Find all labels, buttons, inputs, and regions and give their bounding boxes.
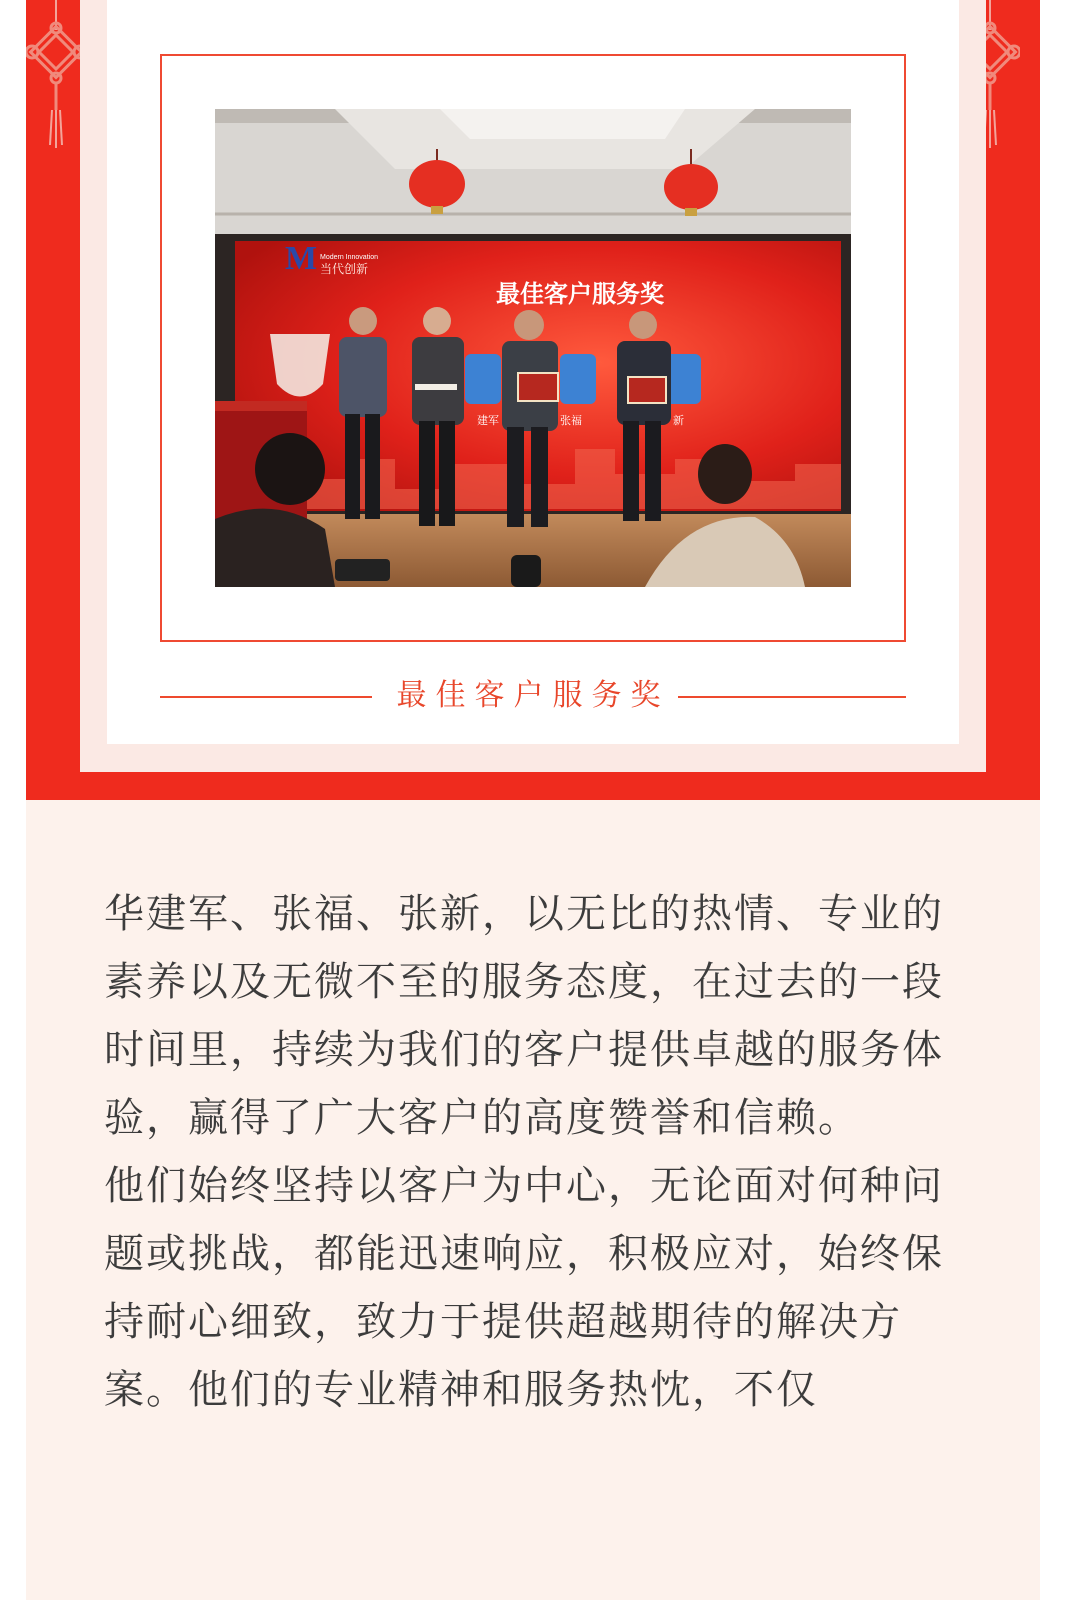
svg-text:新: 新	[673, 414, 684, 427]
svg-text:M: M	[285, 240, 318, 277]
caption-text: 最佳客户服务奖	[396, 678, 670, 713]
article-body	[104, 880, 964, 1424]
award-ceremony-photo	[215, 109, 851, 587]
screen-title: 最佳客户服务奖	[496, 280, 664, 308]
svg-text:张福: 张福	[560, 414, 582, 427]
photo-caption	[160, 676, 906, 716]
svg-text:当代创新: 当代创新	[320, 262, 369, 276]
article-paragraph: 华建军、张福、张新，以无比的热情、专业的素养以及无微不至的服务态度，在过去的一段时间里，持续为我们的客户提供卓越的服务体验，赢得了广大客户的高度赞誉和信赖。	[104, 891, 944, 1141]
article-paragraph: 他们始终坚持以客户为中心，无论面对何种问题或挑战，都能迅速响应，积极应对，始终保持耐心细致，致力于提供超越期待的解决方案。他们的专业精神和服务热忱，不仅	[104, 1163, 944, 1413]
left-chinese-knot-icon	[26, 0, 86, 150]
logo-text: Modern Innovation	[320, 254, 378, 261]
caption-right-rule	[678, 696, 906, 698]
svg-text:建军: 建军	[477, 414, 499, 427]
